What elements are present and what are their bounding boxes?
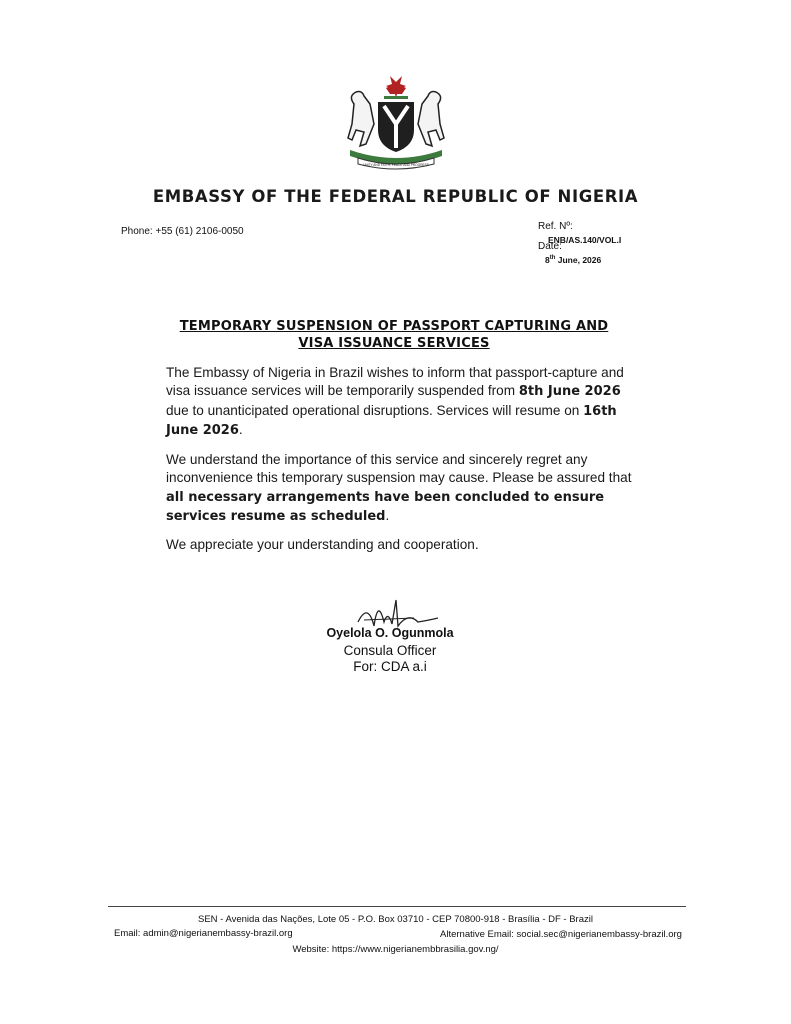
footer-email: Email: admin@nigerianembassy-brazil.org: [114, 928, 293, 939]
signatory-name: Oyelola O. Ogunmola: [326, 626, 454, 640]
coat-of-arms-emblem: [340, 74, 452, 174]
paragraph-appreciation: We appreciate your understanding and cooperation.: [166, 537, 479, 552]
embassy-title: EMBASSY OF THE FEDERAL REPUBLIC OF NIGERIA: [152, 187, 639, 206]
signatory-title: Consula Officer: [343, 643, 437, 658]
date-value: 8th June, 2026: [545, 255, 602, 265]
footer-address: SEN - Avenida das Nações, Lote 05 - P.O. Box 03710 - CEP 70800-918 - Brasília - DF - Brazil: [198, 914, 593, 925]
phone-number: Phone: +55 (61) 2106-0050: [121, 226, 244, 237]
notice-heading-line2: VISA ISSUANCE SERVICES: [298, 336, 490, 351]
date-label: Date:: [538, 241, 562, 252]
ref-number: ENB/AS.140/VOL.I: [548, 235, 622, 245]
paragraph-suspension: The Embassy of Nigeria in Brazil wishes to inform that passport-capture and visa issuance services will be temporarily suspended from 8th June 2026 due to unanticipated operational disruptions. Services will resume on 16th June 2026.: [166, 365, 624, 439]
signatory-on-behalf: For: CDA a.i: [353, 659, 427, 674]
footer-alt-email: Alternative Email: social.sec@nigerianembassy-brazil.org: [440, 929, 682, 940]
motto-text: UNITY AND FAITH, PEACE AND PROGRESS: [363, 163, 429, 167]
notice-heading-line1: TEMPORARY SUSPENSION OF PASSPORT CAPTURING AND: [179, 319, 609, 334]
paragraph-apology: We understand the importance of this service and sincerely regret any inconvenience this temporary suspension may cause. Please be assured that all necessary arrangements have been concluded to ensure services resume as scheduled.: [166, 452, 632, 525]
notice-heading: [150, 318, 638, 352]
left-horse-icon: [348, 92, 374, 147]
footer-divider: [108, 906, 686, 907]
ref-label: Ref. Nº:: [538, 221, 573, 232]
right-horse-icon: [418, 92, 444, 147]
footer-website: Website: https://www.nigerianembbrasilia.gov.ng/: [292, 944, 499, 955]
